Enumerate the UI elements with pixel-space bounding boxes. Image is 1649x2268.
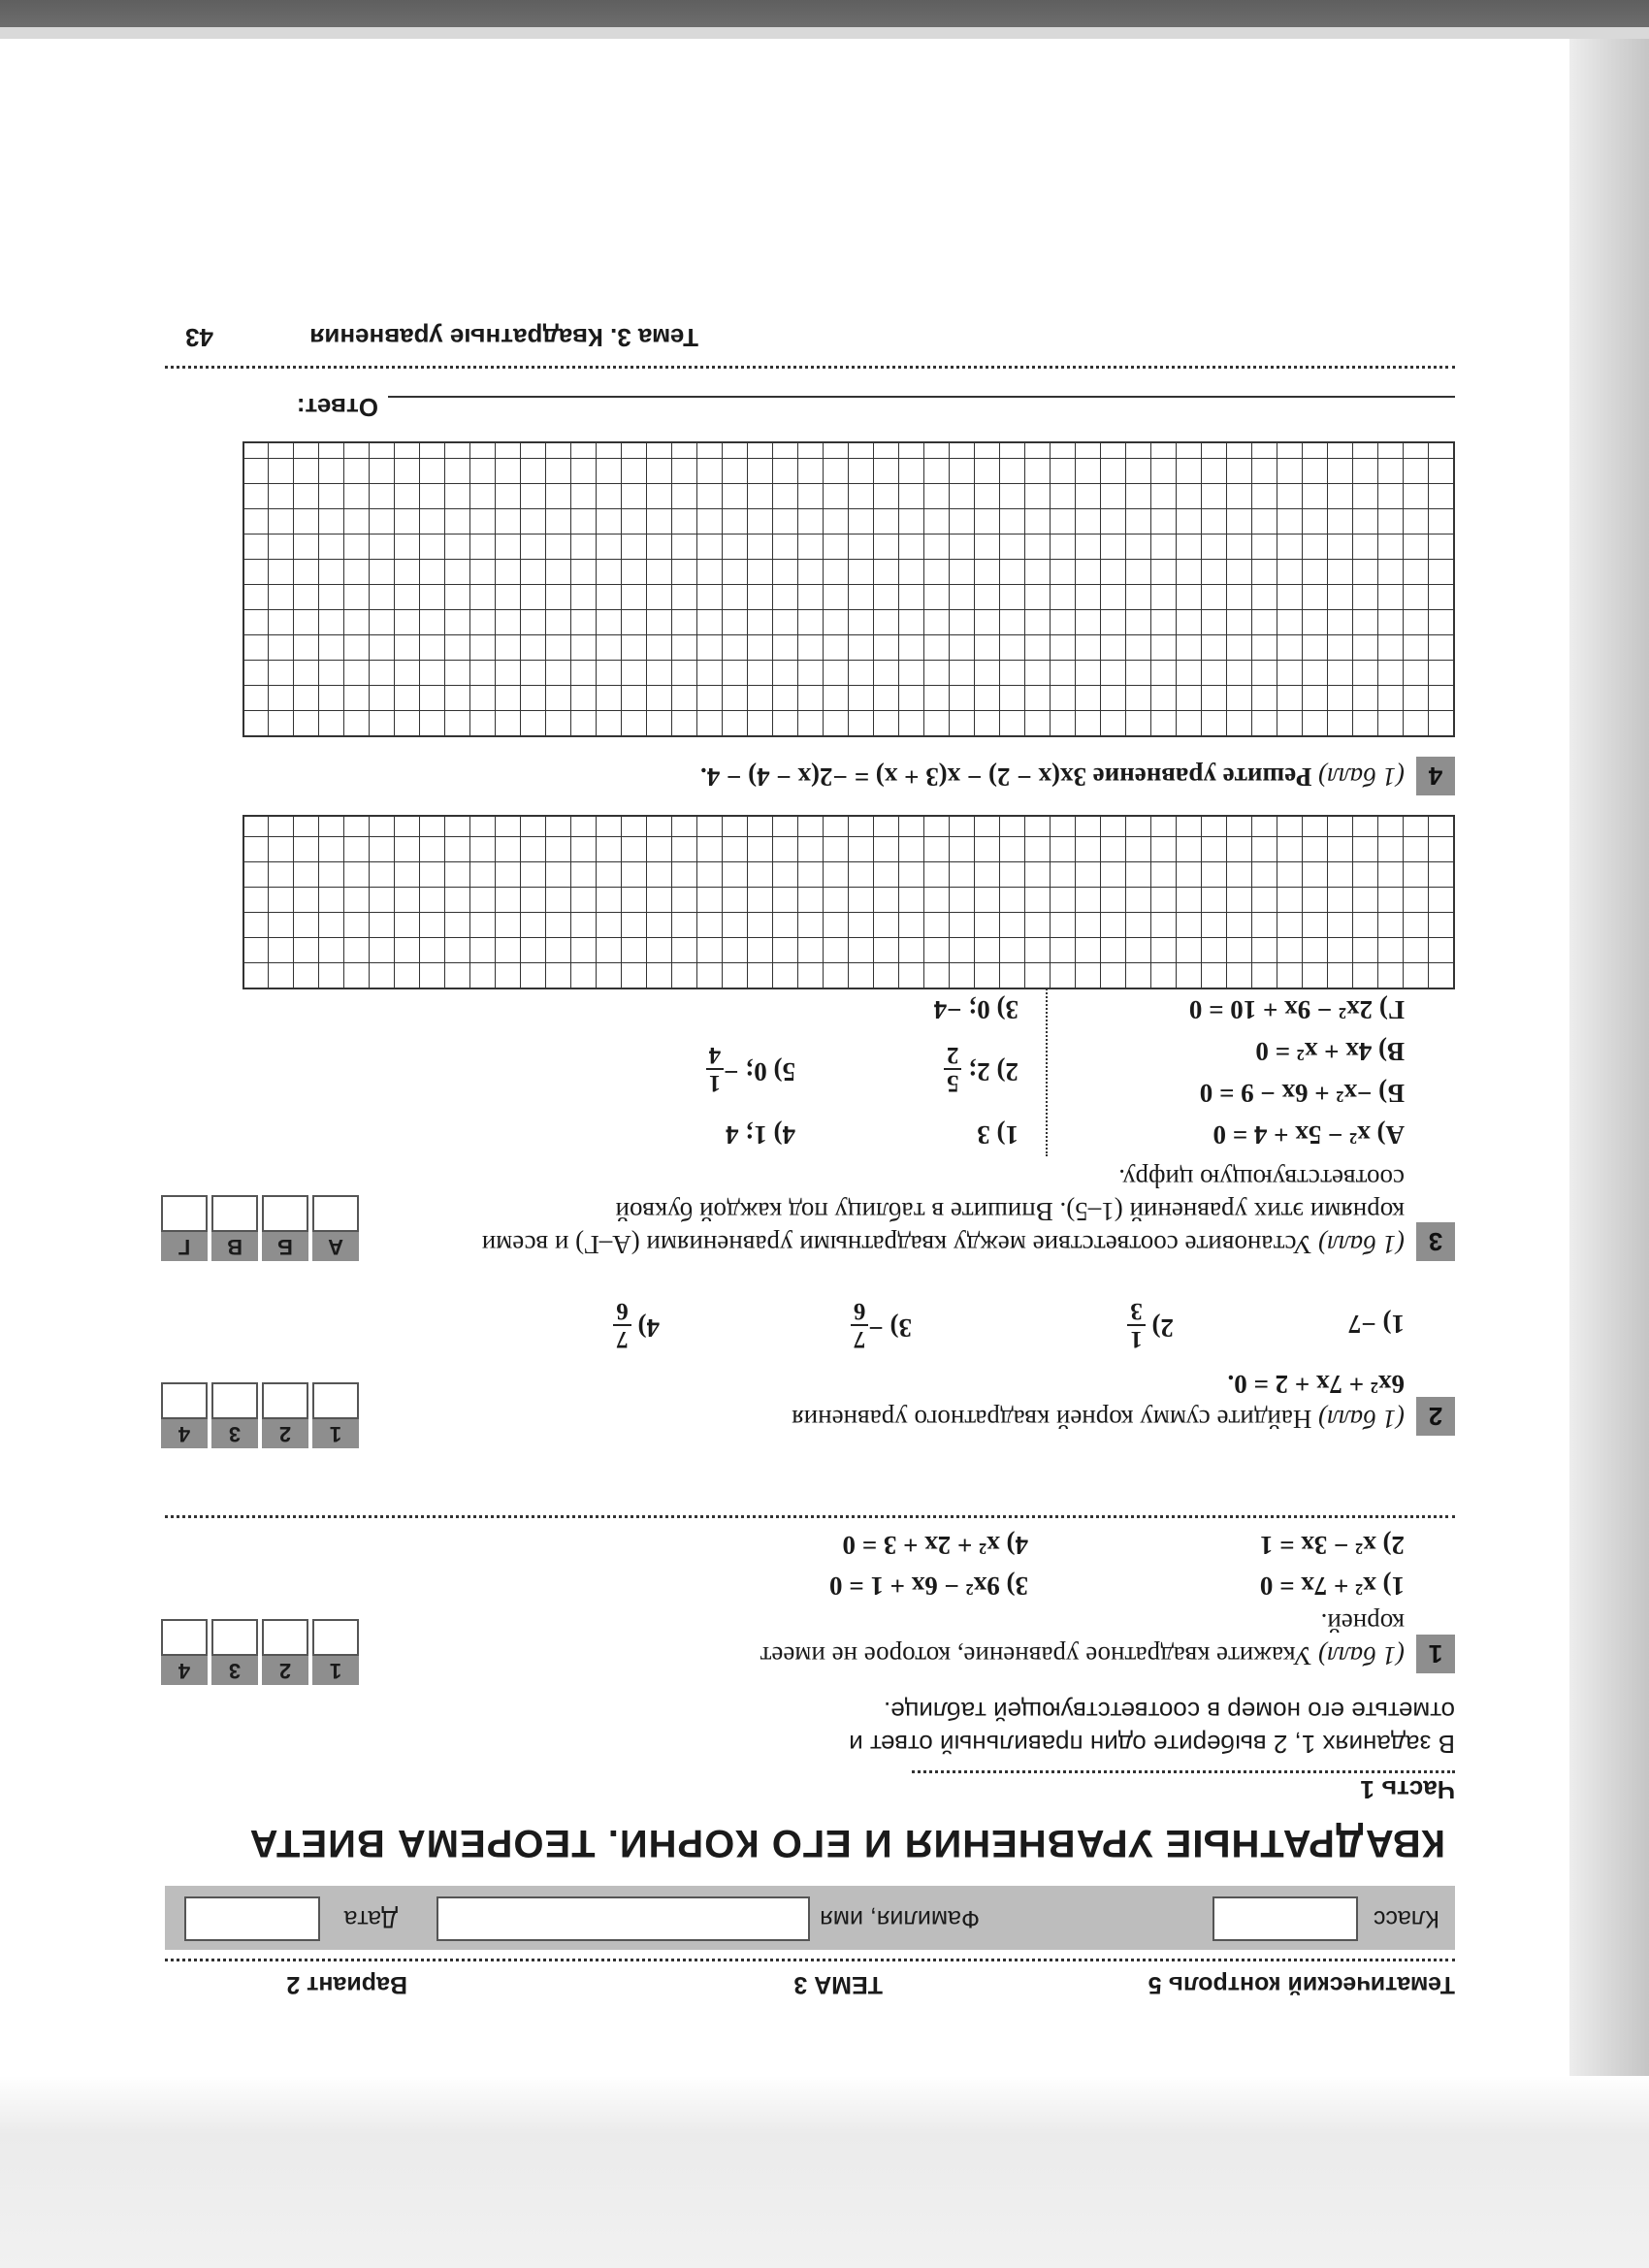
task1-col-1: 1 [312,1656,359,1685]
task1-text [726,1606,1405,1672]
task2-col-2: 2 [262,1419,308,1448]
task3-question: Установите соответствие между квадратными уравнениями (А–Г) и всеми корнями этих уравнений (1–5). Впишите в таблицу под каждой буквой соответствующую цифру. [481,1164,1405,1259]
task1-col-2: 2 [262,1656,308,1685]
task1-number: 1 [1416,1635,1455,1673]
task4-question: Решите уравнение 3x(x − 2) − x(3 + x) = −2(x − 4) − 4. [700,762,1312,792]
task3-col-a: А [312,1232,359,1261]
task4-solution-grid[interactable] [242,441,1455,737]
task1-option-2: 2) x² − 3x = 1 [1259,1531,1405,1560]
date-label: Дата [343,1905,398,1932]
name-label: Фамилия, имя [820,1905,980,1932]
task3-box-b[interactable] [262,1195,308,1232]
task2-box-3[interactable] [211,1382,258,1419]
task2-option-4: 4) 7 6 [613,1298,660,1352]
task3-root-5: 5) 0; − 1 4 [706,1042,795,1096]
task3-answer-table [157,1195,359,1261]
date-field[interactable] [184,1896,320,1941]
answer-label: Ответ: [296,393,378,422]
task1-option-3: 3) 9x² − 6x + 1 = 0 [828,1571,1028,1601]
task2-option-1: 1) −7 [1347,1310,1405,1339]
task3-text [435,1162,1405,1261]
task2-answer-table [157,1382,359,1448]
part1-instruction: В заданиях 1, 2 выберите один правильный ответ и отметьте его номер в соответствующей таблице. [849,1697,1455,1759]
task4-points: (1 балл) [1318,762,1405,792]
student-info-bar [165,1886,1455,1950]
task3-equation-b: Б) −x² + 6x − 9 = 0 [1199,1079,1405,1108]
task3-col-v: В [211,1232,258,1261]
task1-rule [165,1515,1455,1518]
task2-box-4[interactable] [161,1382,208,1419]
task3-points: (1 балл) [1318,1230,1405,1259]
task3-scratch-grid[interactable] [242,815,1455,989]
task1-question: Укажите квадратное уравнение, которое не имеет корней. [760,1608,1405,1670]
task2-question: Найдите сумму корней квадратного уравнения [792,1405,1312,1434]
task2-col-3: 3 [211,1419,258,1448]
task1-option-4: 4) x² + 2x + 3 = 0 [842,1531,1028,1560]
part1-heading: Часть 1 [1360,1775,1455,1804]
task2-option-2: 2) 1 3 [1127,1298,1174,1352]
task3-root-2: 2) 2; 5 2 [944,1042,1018,1096]
task3-equation-g: Г) 2x² − 9x + 10 = 0 [1188,995,1405,1024]
page-title: КВАДРАТНЫЕ УРАВНЕНИЯ И ЕГО КОРНИ. ТЕОРЕМА ВИЕТА [248,1822,1445,1864]
footer-dotted-rule [165,366,1455,369]
task1-points: (1 балл) [1318,1641,1405,1670]
task3-box-v[interactable] [211,1195,258,1232]
name-field[interactable] [436,1896,810,1941]
header-dotted-rule [165,1959,1455,1961]
task4-number: 4 [1416,757,1455,795]
task2-number: 2 [1416,1397,1455,1436]
task2-col-1: 1 [312,1419,359,1448]
header-left: Тематический контроль 5 [1148,1971,1455,1998]
worksheet-page [165,107,1455,1998]
task1-col-4: 4 [161,1656,208,1685]
answer-line[interactable] [388,396,1455,398]
task1-box-2[interactable] [262,1619,308,1656]
task1-answer-table [157,1619,359,1685]
task3-col-g: Г [161,1232,208,1261]
task3-col-b: Б [262,1232,308,1261]
page-number: 43 [185,323,213,352]
footer-topic: Тема 3. Квадратные уравнения [309,323,698,352]
task3-box-g[interactable] [161,1195,208,1232]
task3-root-4: 4) 1; 4 [726,1120,795,1150]
book-binding-shadow [1569,39,1649,2076]
task3-root-3: 3) 0; −4 [933,995,1018,1024]
task3-box-a[interactable] [312,1195,359,1232]
task3-number: 3 [1416,1222,1455,1261]
task2-col-4: 4 [161,1419,208,1448]
header-center: ТЕМА 3 [793,1971,883,1998]
task1-box-4[interactable] [161,1619,208,1656]
task2-option-3: 3) − 7 6 [851,1298,912,1352]
task1-col-3: 3 [211,1656,258,1685]
task3-equation-a: А) x² − 5x + 4 = 0 [1212,1120,1405,1150]
task1-box-3[interactable] [211,1619,258,1656]
task2-box-1[interactable] [312,1382,359,1419]
task4-text [241,761,1405,794]
task2-equation: 6x² + 7x + 2 = 0. [1227,1370,1405,1399]
task2-points: (1 балл) [1318,1405,1405,1434]
task2-box-2[interactable] [262,1382,308,1419]
class-field[interactable] [1212,1896,1358,1941]
task1-option-1: 1) x² + 7x = 0 [1259,1571,1405,1601]
class-label: Класс [1373,1905,1439,1932]
task3-root-1: 1) 3 [977,1120,1018,1150]
task3-separator [1046,982,1048,1156]
task3-equation-v: В) 4x + x² = 0 [1255,1037,1405,1066]
header-right: Вариант 2 [286,1971,407,1998]
part1-rule [912,1770,1455,1773]
task2-text [532,1403,1405,1436]
task1-box-1[interactable] [312,1619,359,1656]
